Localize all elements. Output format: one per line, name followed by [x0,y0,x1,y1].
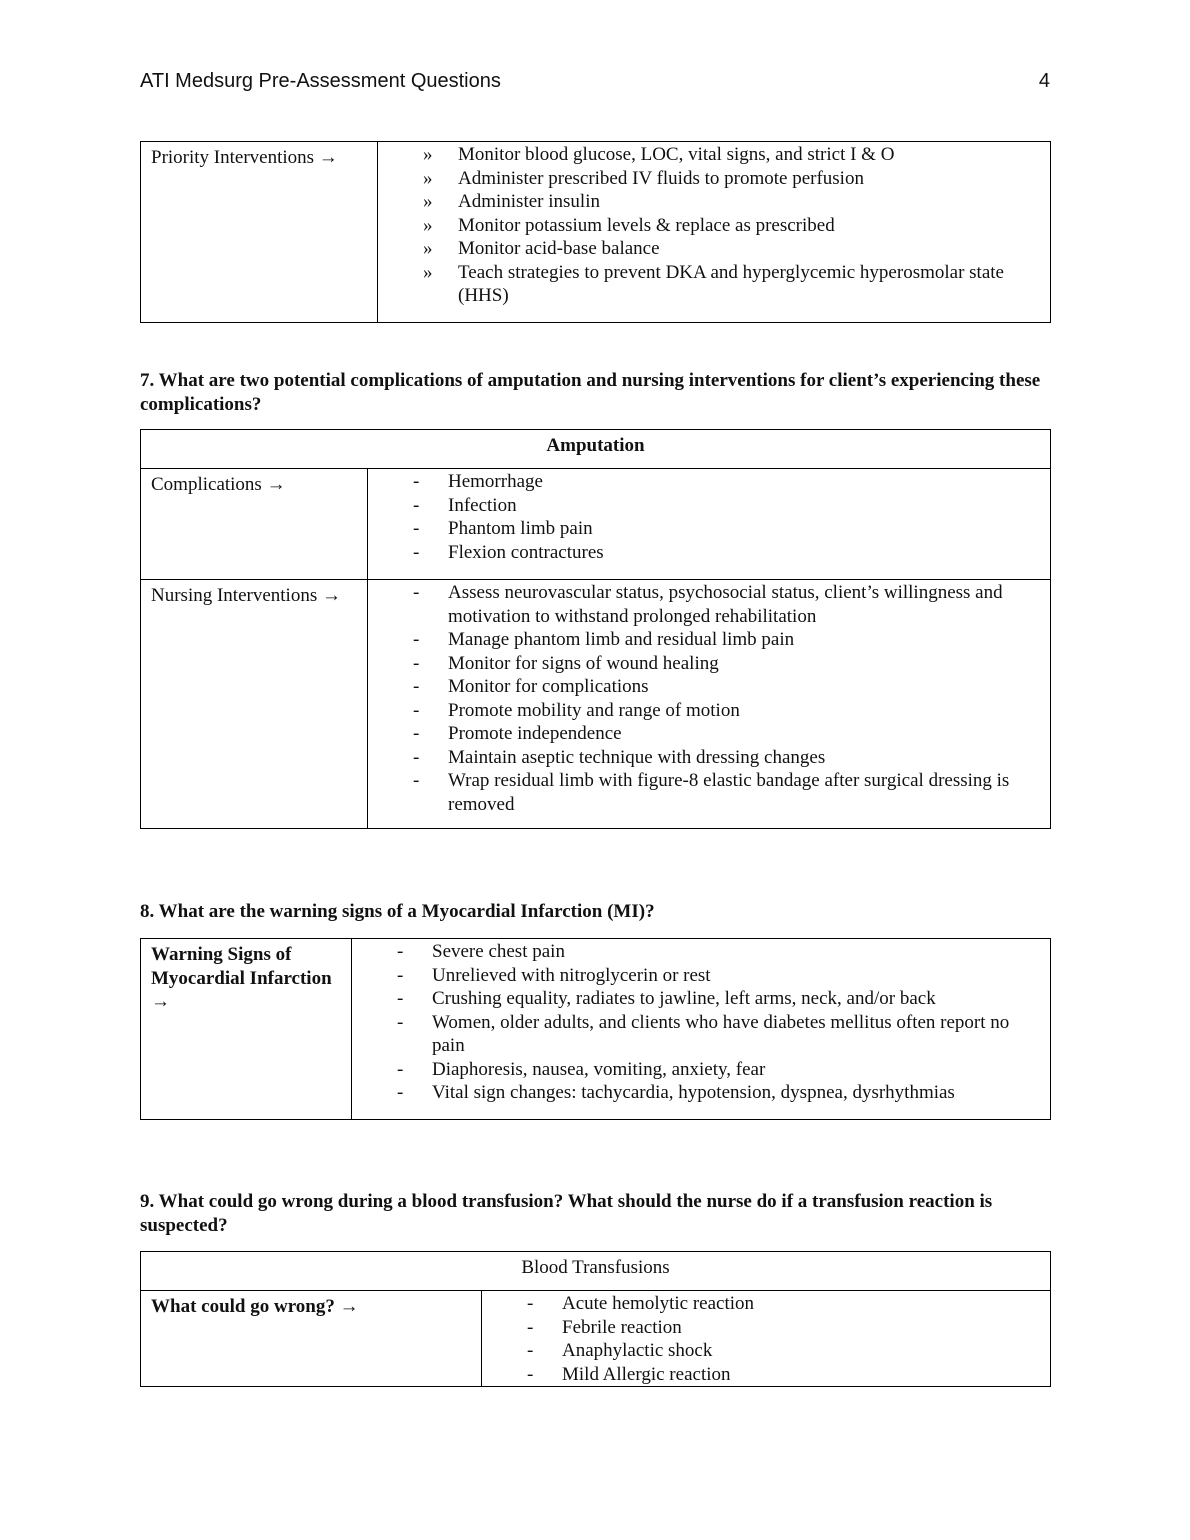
list-item-text: Febrile reaction [562,1316,682,1338]
list-item [423,143,1010,167]
list-item-text: Maintain aseptic technique with dressing changes [448,746,826,768]
priority-interventions-table [140,141,1051,323]
question-7: 7. What are two potential complications of amputation and nursing interventions for client’s experiencing these complications? [140,370,1041,415]
list-item [413,652,1040,676]
bullet-marker: - [527,1293,534,1314]
bullet-marker: » [423,191,433,212]
list-item-text: Monitor potassium levels & replace as prescribed [458,214,835,236]
list-item-text: Flexion contractures [448,541,604,563]
bullet-marker: - [413,746,420,768]
list-item [423,167,1010,191]
mi-warning-signs-table [140,938,1051,1120]
amputation-table-title: Amputation [141,430,1051,469]
bullet-marker: - [413,652,420,674]
list-item-text: Monitor acid-base balance [458,238,660,259]
priority-interventions-list [423,143,1010,308]
list-item-text: Teach strategies to prevent DKA and hyperglycemic hyperosmolar state (HHS) [458,261,1004,306]
list-item [413,517,1040,541]
list-item [413,470,1040,494]
mi-warning-signs-list [397,940,1036,1105]
bullet-marker: » [423,214,433,236]
list-item [413,494,1040,518]
priority-interventions-label: Priority Interventions → [141,142,378,323]
list-item-text: Infection [448,494,517,516]
list-item-text: Administer prescribed IV fluids to promote perfusion [458,167,864,189]
list-item-text: Hemorrhage [448,471,543,492]
list-item [397,964,1036,988]
amputation-table [140,429,1051,829]
list-item-text: Diaphoresis, nausea, vomiting, anxiety, fear [432,1058,766,1080]
bullet-marker: - [397,1058,404,1080]
complications-list [413,470,1040,564]
bullet-marker: » [423,144,433,165]
bullet-marker: - [413,699,420,721]
bullet-marker: - [397,941,404,962]
bullet-marker: - [413,582,420,603]
bullet-marker: - [397,988,404,1009]
bullet-marker: » [423,238,433,259]
question-9: 9. What could go wrong during a blood transfusion? What should the nurse do if a transfusion reaction is suspected? [140,1191,993,1236]
document-title: ATI Medsurg Pre-Assessment Questions [140,70,501,92]
what-could-go-wrong-list [527,1292,1040,1386]
list-item [423,214,1010,238]
list-item-text: Women, older adults, and clients who have diabetes mellitus often report no pain [432,1011,1010,1056]
question-8: 8. What are the warning signs of a Myocardial Infarction (MI)? [140,901,655,922]
list-item [527,1363,1040,1387]
list-item-text: Promote independence [448,723,622,744]
bullet-marker: - [397,1082,404,1103]
page-header [140,70,1050,100]
list-item [527,1339,1040,1363]
list-item-text: Phantom limb pain [448,518,593,539]
list-item-text: Manage phantom limb and residual limb pain [448,629,795,650]
list-item [413,769,1040,816]
bullet-marker: - [413,629,420,650]
list-item [397,940,1036,964]
list-item [413,722,1040,746]
bullet-marker: » [423,261,433,283]
what-could-go-wrong-cell [482,1291,1051,1387]
list-item [413,541,1040,565]
list-item-text: Vital sign changes: tachycardia, hypotension, dyspnea, dysrhythmias [432,1082,955,1103]
list-item [397,1011,1036,1058]
list-item-text: Administer insulin [458,191,600,212]
list-item [423,261,1010,308]
list-item-text: Wrap residual limb with figure-8 elastic bandage after surgical dressing is removed [448,770,1010,815]
list-item-text: Severe chest pain [432,941,565,962]
priority-interventions-cell [378,142,1051,323]
list-item [413,746,1040,770]
list-item-text: Monitor for signs of wound healing [448,652,719,674]
mi-warning-signs-cell [352,939,1051,1120]
list-item [413,675,1040,699]
bullet-marker: - [413,723,420,744]
list-item [397,987,1036,1011]
bullet-marker: - [413,494,420,516]
list-item [527,1292,1040,1316]
blood-transfusions-table [140,1251,1051,1387]
list-item-text: Unrelieved with nitroglycerin or rest [432,964,711,986]
bullet-marker: - [413,770,420,791]
bullet-marker: - [413,541,420,563]
page-number: 4 [1038,70,1050,92]
list-item-text: Monitor for complications [448,676,649,697]
complications-cell [368,469,1051,580]
bullet-marker: - [413,471,420,492]
list-item-text: Mild Allergic reaction [562,1363,731,1385]
blood-transfusions-table-title: Blood Transfusions [141,1252,1051,1291]
what-could-go-wrong-label: What could go wrong? → [141,1291,482,1387]
list-item-text: Assess neurovascular status, psychosocial status, client’s willingness and motivation to withstand prolonged rehabilitation [448,582,1003,627]
complications-label: Complications → [141,469,368,580]
list-item [397,1058,1036,1082]
list-item-text: Anaphylactic shock [562,1340,713,1361]
list-item-text: Acute hemolytic reaction [562,1293,755,1314]
list-item [527,1316,1040,1340]
list-item-text: Monitor blood glucose, LOC, vital signs, and strict I & O [458,144,895,165]
bullet-marker: - [413,676,420,697]
list-item [397,1081,1036,1105]
nursing-interventions-cell [368,580,1051,829]
mi-warning-signs-label: Warning Signs of Myocardial Infarction → [141,939,352,1120]
bullet-marker: - [527,1316,534,1338]
bullet-marker: - [397,1011,404,1033]
list-item [423,190,1010,214]
bullet-marker: - [413,518,420,539]
list-item [413,628,1040,652]
bullet-marker: - [397,964,404,986]
list-item [413,581,1040,628]
list-item-text: Crushing equality, radiates to jawline, left arms, neck, and/or back [432,988,936,1009]
nursing-interventions-label: Nursing Interventions → [141,580,368,829]
bullet-marker: - [527,1340,534,1361]
bullet-marker: - [527,1363,534,1385]
list-item [413,699,1040,723]
nursing-interventions-list [413,581,1040,816]
list-item-text: Promote mobility and range of motion [448,699,740,721]
list-item [423,237,1010,261]
bullet-marker: » [423,167,433,189]
